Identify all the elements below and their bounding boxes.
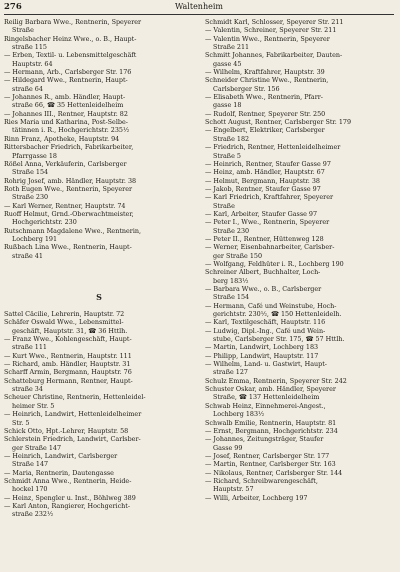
directory-entry: — Hildegard Wwe., Rentnerin, Haupt- (4, 76, 128, 85)
directory-entry: — Peter II., Rentner, Hüttenweg 128 (205, 234, 324, 243)
directory-entry: — Heinrich, Landwirt, Carlsberger (4, 451, 118, 460)
directory-entry: Schmidt Anna Wwe., Rentnerin, Heide- (4, 476, 132, 485)
directory-entry: Schulz Emma, Rentnerin, Speyerer Str. 242 (205, 376, 347, 385)
directory-entry: — Maria, Rentnerin, Dautengasse (4, 468, 114, 477)
directory-entry: Reilig Barbara Wwe., Rentnerin, Speyerer (4, 18, 142, 26)
directory-entry: — Philipp, Landwirt, Hauptstr. 117 (205, 351, 319, 360)
directory-entry: — Barbara Wwe., o. B., Carlsberger (205, 285, 322, 293)
entry-continuation: ger Straße 150 (213, 251, 263, 260)
page-title: Waltenheim (175, 2, 223, 11)
directory-entry: Schwalb Emilie, Rentnerin, Hauptstr. 81 (205, 418, 337, 427)
entry-continuation: tätinnen i. R., Hochgerichtstr. 235½ (12, 126, 130, 135)
entry-continuation: geschäft, Hauptstr. 31, ☎ 36 Httlh. (12, 326, 128, 335)
entry-continuation: Straße 154 (213, 293, 250, 302)
entry-continuation: straße 115 (12, 43, 47, 52)
directory-entry: Schneider Christine Wwe., Rentnerin, (205, 76, 329, 85)
directory-entry: — Peter I., Wwe., Rentnerin, Speyerer (205, 218, 330, 227)
entry-continuation: Hauptstr. 57 (213, 485, 254, 494)
entry-continuation: Straße, ☎ 137 Hettenleidelheim (213, 393, 320, 402)
directory-entry: — Wilhelm, Land- u. Gastwirt, Haupt- (205, 360, 327, 369)
entry-continuation: straße 127 (213, 368, 248, 377)
directory-entry: Schuster Oskar, amb. Händler, Speyerer (205, 385, 336, 394)
entry-continuation: straße 64 (12, 84, 43, 93)
directory-entry: — Martin, Landwirt, Lochberg 183 (205, 343, 319, 352)
entry-continuation: Str. 5 (12, 418, 30, 427)
directory-entry: Scharff Armin, Bergmann, Hauptstr. 76 (4, 368, 132, 377)
entry-continuation: Straße 230 (12, 193, 49, 202)
directory-entry: — Karl Friedrich, Kraftfahrer, Speyerer (205, 193, 334, 202)
entry-continuation: stube, Carlsberger Str. 175, ☎ 57 Httlh. (213, 335, 345, 344)
directory-entry: Schmidt Karl, Schlosser, Speyerer Str. 211 (205, 18, 344, 26)
directory-entry: — Heinz, amb. Händler, Hauptstr. 67 (205, 168, 325, 177)
directory-entry: Schlerstein Friedrich, Landwirt, Carlsber- (4, 435, 141, 444)
directory-entry: — Willi, Arbeiter, Lochberg 197 (205, 493, 308, 502)
directory-entry: — Valentin Wwe., Rentnerin, Speyerer (205, 34, 330, 43)
directory-entry: — Elisabeth Wwe., Rentnerin, Pfarr- (205, 93, 323, 102)
blank-line (4, 302, 194, 310)
directory-entry: Rußbach Lina Wwe., Rentnerin, Haupt- (4, 243, 132, 252)
blank-line (4, 277, 194, 285)
directory-entry: Schreiner Albert, Buchhalter, Loch- (205, 268, 321, 277)
directory-entry: — Richard, Schreibwarengeschäft, (205, 476, 318, 485)
entry-continuation: straße 66, ☎ 35 Hettenleidelheim (12, 101, 124, 110)
entry-continuation: straße 232½ (12, 510, 54, 519)
entry-continuation: Pfarrgasse 18 (12, 151, 57, 160)
entry-continuation: Gasse 99 (213, 443, 243, 452)
entry-continuation: straße 111 (12, 343, 47, 352)
directory-entry: — Helmut, Bergmann, Hauptstr. 38 (205, 176, 320, 185)
entry-continuation: Lochberg 191 (12, 234, 58, 243)
entry-continuation: gerichtstr. 230½, ☎ 150 Hettenleidelh. (213, 310, 342, 319)
directory-entry: — Karl, Textilgeschäft, Hauptstr. 116 (205, 318, 326, 327)
directory-entry: — Franz Wwe., Kohlengeschäft, Haupt- (4, 335, 132, 344)
entry-continuation: Straße (12, 26, 34, 35)
directory-entry: Schott August, Rentner, Carlsberger Str. 179 (205, 118, 352, 127)
right-column (205, 18, 397, 502)
directory-entry: Sattel Cäcilie, Lehrerin, Hauptstr. 72 (4, 310, 125, 319)
directory-entry: — Ernst, Bergmann, Hochgerichtstr. 234 (205, 426, 338, 435)
directory-entry: Rittersbacher Friedrich, Fabrikarbeiter, (4, 143, 134, 152)
directory-entry: — Engelbert, Elektriker, Carlsberger (205, 126, 325, 135)
entry-continuation: gasse 45 (213, 59, 242, 68)
directory-entry: — Werner, Eisenbahnarbeiter, Carlsber- (205, 243, 335, 252)
directory-entry: — Johannes, Zeitungsträger, Staufer (205, 435, 324, 444)
entry-continuation: berg 183½ (213, 276, 249, 285)
directory-entry: — Nikolaus, Rentner, Carlsberger Str. 144 (205, 468, 343, 477)
directory-entry: Rutschmann Magdalene Wwe., Rentnerin, (4, 226, 142, 235)
entry-continuation: Straße 182 (213, 134, 250, 143)
entry-continuation: straße 41 (12, 251, 43, 260)
entry-continuation: Straße 211 (213, 43, 250, 52)
left-column (4, 18, 194, 519)
entry-continuation: Straße (213, 201, 235, 210)
section-letter: S (96, 292, 102, 303)
blank-line (4, 260, 194, 268)
directory-entry: Schatteburg Hermann, Rentner, Haupt- (4, 376, 133, 385)
entry-continuation: Straße 5 (213, 151, 241, 160)
directory-entry: — Ludwig, Dipl.-Ing., Café und Wein- (205, 326, 326, 335)
page-header (4, 2, 394, 15)
directory-entry: — Friedrich, Rentner, Hettenleidelheimer (205, 143, 341, 152)
directory-entry: Roth Eugen Wwe., Rentnerin, Speyerer (4, 184, 133, 193)
directory-entry: — Josef, Rentner, Carlsberger Str. 177 (205, 451, 330, 460)
directory-entry: — Hermann, Arb., Carlsberger Str. 176 (4, 68, 132, 77)
directory-entry: — Martin, Rentner, Carlsberger Str. 163 (205, 460, 336, 469)
directory-entry: — Heinz, Spengler u. Inst., Böhlweg 389 (4, 493, 136, 502)
entry-continuation: Straße 154 (12, 168, 49, 177)
directory-entry: — Rudolf, Rentner, Speyerer Str. 250 (205, 109, 326, 118)
directory-entry: Ries Maria und Katharina, Post-Selbe- (4, 118, 128, 127)
directory-entry: — Heinrich, Rentner, Staufer Gasse 97 (205, 159, 331, 168)
directory-entry: — Valentin, Schreiner, Speyerer Str. 211 (205, 26, 337, 35)
directory-entry: Scheuer Christine, Rentnerin, Hettenleidel- (4, 393, 146, 402)
entry-continuation: Straße 147 (12, 460, 49, 469)
entry-continuation: ger Straße 147 (12, 443, 62, 452)
entry-continuation: Hauptstr. 64 (12, 59, 53, 68)
entry-continuation: Lochberg 183½ (213, 410, 265, 419)
entry-continuation: Straße 230 (213, 226, 250, 235)
directory-entry: Schäfer Oswald Wwe., Lebensmittel- (4, 318, 124, 327)
directory-entry: — Wilhelm, Kraftfahrer, Hauptstr. 39 (205, 68, 325, 77)
directory-entry: — Hermann, Café und Weinstube, Hoch- (205, 301, 337, 310)
directory-entry: Schick Otto, Hpt.-Lehrer, Hauptstr. 58 (4, 426, 129, 435)
directory-entry: — Karl, Arbeiter, Staufer Gasse 97 (205, 209, 318, 218)
page-number: 276 (4, 2, 22, 12)
directory-entry: — Erben, Textil- u. Lebensmittelgeschäft (4, 51, 137, 60)
directory-entry: Ringelsbacher Heinz Wwe., o. B., Haupt- (4, 34, 137, 43)
directory-entry: — Jakob, Rentner, Staufer Gasse 97 (205, 184, 321, 193)
directory-entry: — Johannes R., amb. Händler, Haupt- (4, 93, 126, 102)
entry-continuation: gasse 18 (213, 101, 242, 110)
blank-line (4, 268, 194, 276)
entry-continuation: Hochgerichtstr. 230 (12, 218, 77, 227)
directory-entry: Ruoff Helmut, Grnd.-Oberwachtmeister, (4, 209, 134, 218)
directory-entry: Schmitt Johannes, Fabrikarbeiter, Dauten- (205, 51, 343, 60)
entry-continuation: hockel 170 (12, 485, 48, 494)
directory-entry: — Johannes III., Rentner, Hauptstr. 82 (4, 109, 128, 118)
directory-entry: Schwab Heinz, Einnehmerei-Angest., (205, 401, 326, 410)
directory-entry: — Karl Anton, Rangierer, Hochgericht- (4, 501, 131, 510)
entry-continuation: straße 34 (12, 385, 43, 394)
directory-entry: Rößel Anna, Verkäuferin, Carlsberger (4, 159, 127, 168)
directory-entry: — Richard, amb. Händler, Hauptstr. 31 (4, 360, 131, 369)
directory-entry: — Karl Werner, Rentner, Hauptstr. 74 (4, 201, 126, 210)
directory-entry: Rinn Franz, Apotheke, Hauptstr. 94 (4, 134, 120, 143)
entry-continuation: Carlsberger Str. 156 (213, 84, 280, 93)
directory-entry: Rohrig Josef, amb. Händler, Hauptstr. 38 (4, 176, 137, 185)
directory-entry: — Kurt Wwe., Rentnerin, Hauptstr. 111 (4, 351, 132, 360)
directory-entry: — Wolfgang, Feldhüter i. R., Lochberg 190 (205, 259, 344, 268)
directory-entry: — Heinrich, Landwirt, Hettenleidelheimer (4, 410, 142, 419)
entry-continuation: heimer Str. 5 (12, 401, 55, 410)
